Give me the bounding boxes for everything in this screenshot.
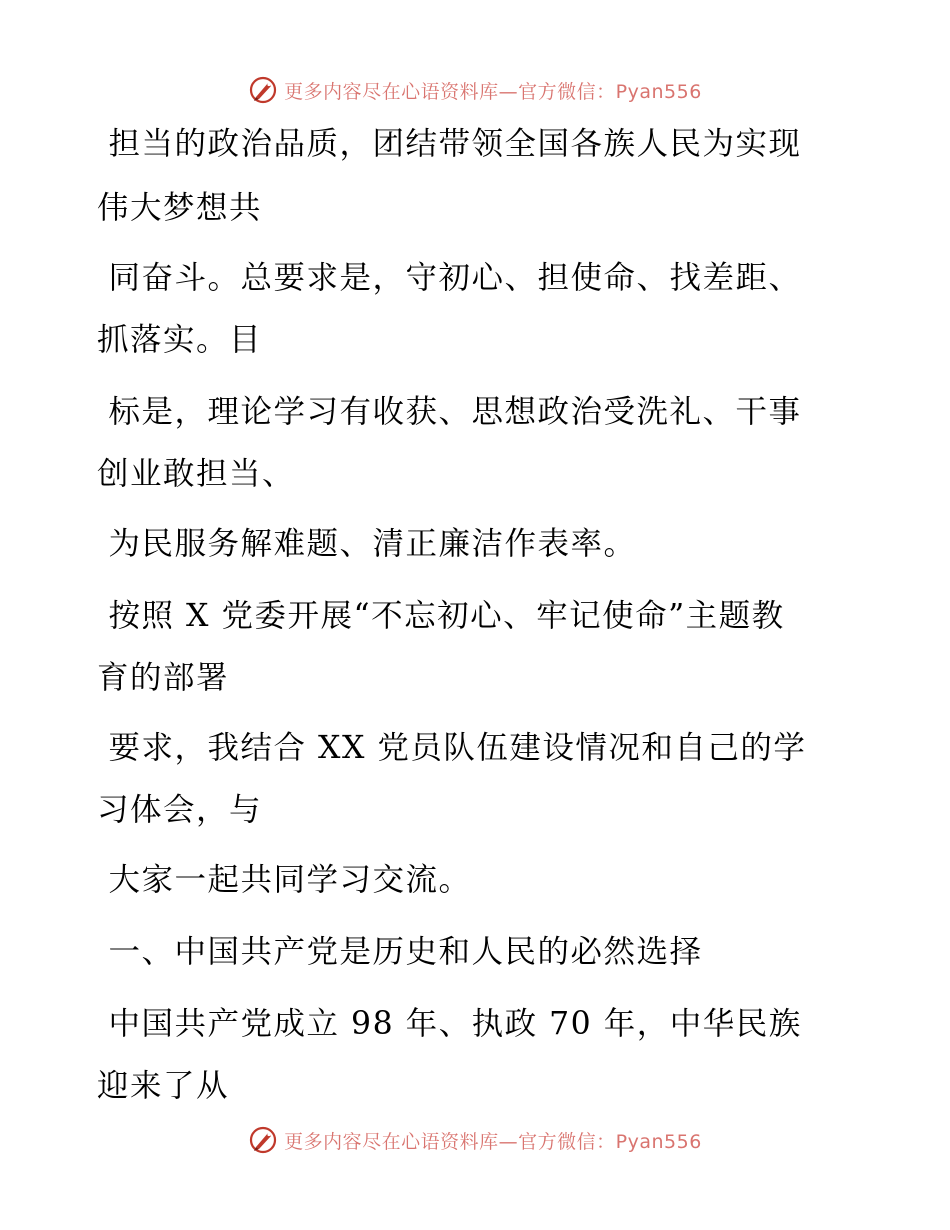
text-line: 创业敢担当、 [97, 456, 296, 492]
pen-logo-icon [248, 1125, 278, 1155]
text-line: 为民服务解难题、清正廉洁作表率。 [97, 526, 637, 562]
footer-watermark [0, 1120, 950, 1160]
header-watermark [0, 70, 950, 110]
text-line: 抓落实。目 [97, 322, 263, 358]
text-line: 习体会，与 [97, 792, 263, 828]
text-line: 按照 X 党委开展“不忘初心、牢记使命”主题教 [97, 598, 785, 634]
text-line: 要求，我结合 XX 党员队伍建设情况和自己的学 [97, 730, 807, 766]
text-line: 育的部署 [97, 660, 230, 696]
text-line: 迎来了从 [97, 1068, 230, 1104]
watermark-text: 更多内容尽在心语资料库—官方微信：Pyan556 [284, 80, 702, 103]
text-line: 同奋斗。总要求是，守初心、担使命、找差距、 [97, 260, 802, 296]
watermark-text: 更多内容尽在心语资料库—官方微信：Pyan556 [284, 1130, 702, 1153]
section-heading: 一、中国共产党是历史和人民的必然选择 [97, 934, 703, 970]
text-line: 标是，理论学习有收获、思想政治受洗礼、干事 [97, 394, 802, 430]
text-line: 担当的政治品质，团结带领全国各族人民为实现 [97, 126, 802, 162]
pen-logo-icon [248, 75, 278, 105]
text-line: 大家一起共同学习交流。 [97, 862, 472, 898]
text-line: 伟大梦想共 [97, 190, 263, 226]
text-line: 中国共产党成立 98 年、执政 70 年，中华民族 [97, 1006, 802, 1042]
